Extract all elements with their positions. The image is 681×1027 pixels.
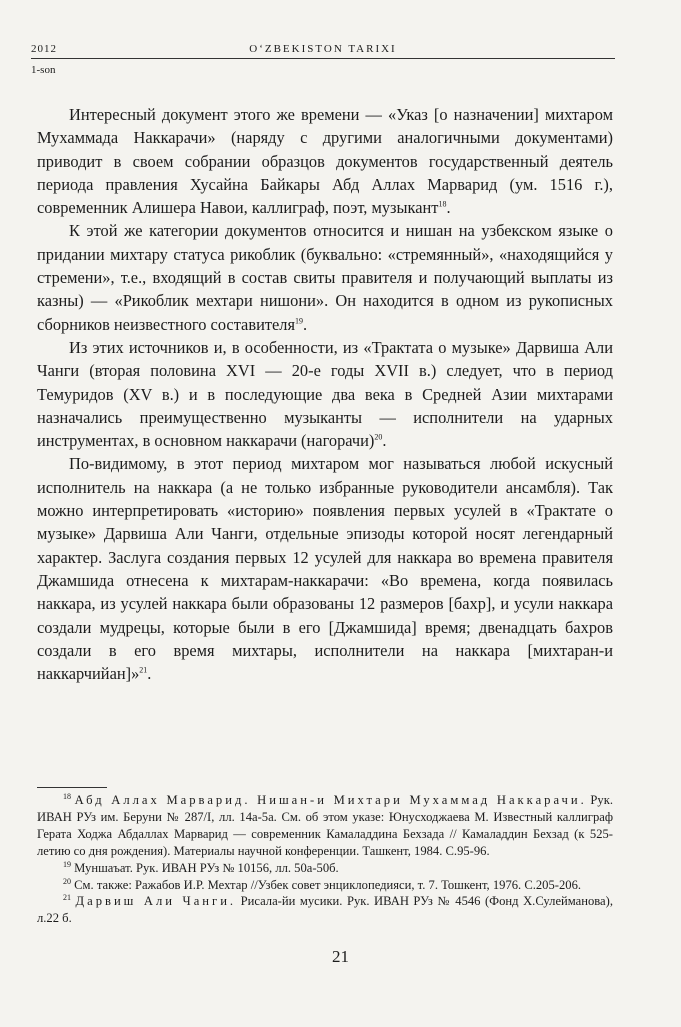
footnote-text: Рук. ИВАН РУз им. Беруни № 287/I, лл. 14а-5а. См. об этом указе: Юнусходжаева М. Известный каллиграф Герата Ходжа Абдаллах Марварид — современник Камаладдина Бехзада // Камаладдин Бехзад (к 525-летию со дня рождения). Материалы научной конференции. Ташкент, 1984. С.95-96. xyxy=(37,793,613,858)
paragraph xyxy=(37,103,613,219)
footnote-ref: 19 xyxy=(295,316,304,326)
header-issue: 1-son xyxy=(31,64,56,76)
footnote-text: См. также: Ражабов И.Р. Мехтар //Узбек совет энциклопедияси, т. 7. Тошкент, 1976. С.205-206. xyxy=(74,877,582,892)
footnote-text: Рисала-йи мусики. Рук. ИВАН РУз № 4546 (Фонд Х.Сулейманова), л.22 б. xyxy=(37,894,613,926)
page-number: 21 xyxy=(332,947,349,966)
paragraph-text: К этой же категории документов относится и нишан на узбекском языке о придании михтару статуса рикоблик (буквально: «стремянный», «находящийся у стремени», т.е., входящий в состав свиты правителя и получающий выплаты из казны) — «Рикоблик мехтари нишони». Он находится в одном из рукописных сборников неизвестного составителя xyxy=(37,221,613,334)
header-year: 2012 xyxy=(31,43,57,55)
footnote-ref: 21 xyxy=(139,665,148,675)
paragraph-text: По-видимому, в этот период михтаром мог называться любой искусный исполнитель на наккара (а не только избранные руководители ансамбля). Так можно интерпретировать «историю» появления первых усулей в «Трактате о музыке» Дарвиша Али Чанги, отдельные эпизоды которой носят легендарный характер. Заслуга создания первых 12 усулей для наккара во времена правителя Джамшида отнесена к михтарам-наккарачи: «Во времена, когда появилась наккара, из усулей наккара были образованы 12 размеров [бахр], и усули наккара создали мудрецы, которые были в его [Джамшида] время; двенадцать бахров создали в его время михтары, исполнители на наккара [михтаран-и наккарчийан]» xyxy=(37,454,613,684)
footnote-author-title: Абд Аллах Марварид. Нишан-и Михтари Мухаммад Наккарачи. xyxy=(74,793,587,807)
paragraph-end: . xyxy=(147,664,152,684)
footnote-number: 20 xyxy=(63,876,71,886)
header-rule xyxy=(31,58,615,59)
footnote-number: 19 xyxy=(63,859,71,869)
paragraph-text: Интересный документ этого же времени — «Указ [о назначении] михтаром Мухаммада Наккарачи» (наряду с другими аналогичными документами) приводит в своем собрании образцов документов государственный деятель периода правления Хусайна Байкары Абд Аллах Марварид (ум. 1516 г.), современник Алишера Навои, каллиграф, поэт, музыкант xyxy=(37,105,613,218)
footnote-text: Муншаъат. Рук. ИВАН РУз № 10156, лл. 50а-50б. xyxy=(74,860,339,875)
header-journal-title: O‘ZBEKISTON TARIXI xyxy=(249,43,397,55)
paragraph-end: . xyxy=(382,431,387,451)
footnote-separator xyxy=(37,787,107,788)
footnote xyxy=(37,860,613,877)
main-text xyxy=(37,103,613,685)
paragraph xyxy=(37,452,613,685)
footnote-number: 18 xyxy=(63,791,71,801)
footnote-number: 21 xyxy=(63,893,71,903)
paragraph xyxy=(37,219,613,335)
paragraph-end: . xyxy=(303,314,308,334)
paragraph-text: Из этих источников и, в особенности, из «Трактата о музыке» Дарвиша Али Чанги (вторая половина XVI — 20-е годы XVII в.) следует, что в период Темуридов (XV в.) и в последующие два века в Средней Азии михтарами назначались преимущественно музыканты — исполнители на ударных инструментах, в основном наккарачи (нагорачи) xyxy=(37,337,613,451)
footnote xyxy=(37,877,613,894)
footnote xyxy=(37,792,613,860)
footnote-ref: 20 xyxy=(374,432,383,442)
footnote-author-title: Дарвиш Али Чанги. xyxy=(75,894,237,909)
paragraph-end: . xyxy=(446,198,451,218)
footnote-ref: 18 xyxy=(438,199,447,209)
footnotes xyxy=(37,792,613,927)
paragraph xyxy=(37,336,613,452)
running-header xyxy=(31,41,615,76)
footnote xyxy=(37,893,613,927)
